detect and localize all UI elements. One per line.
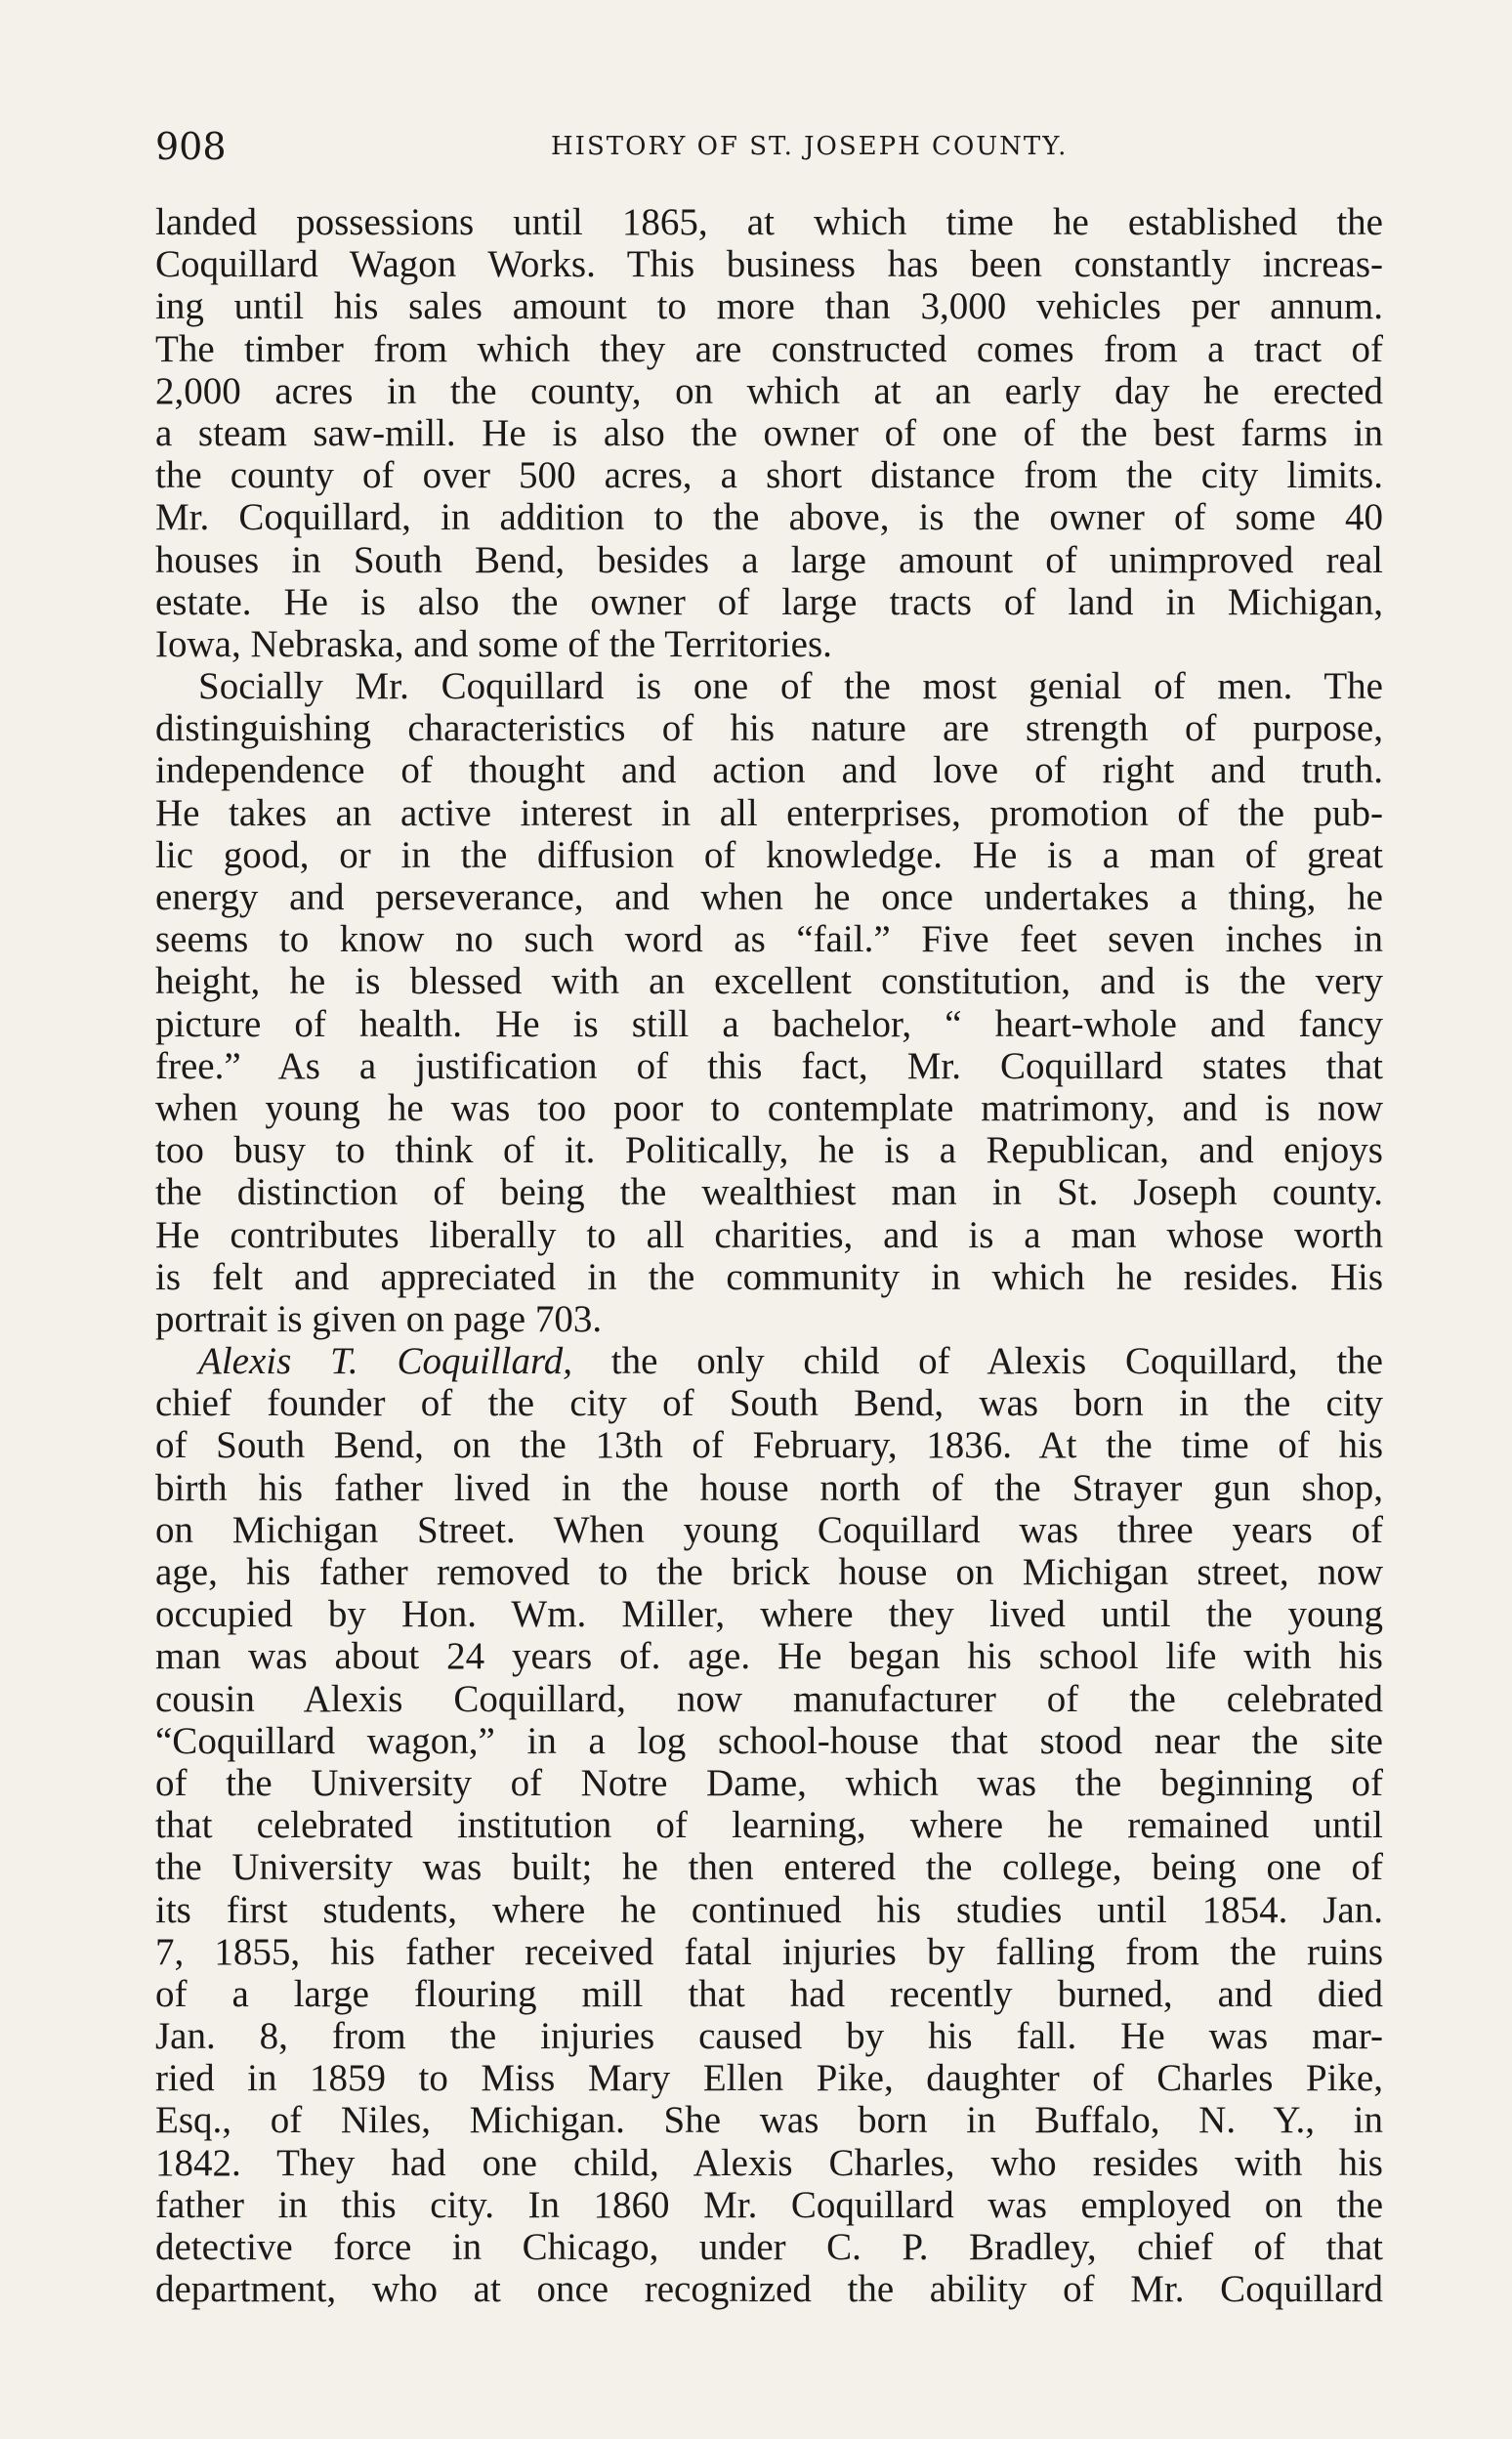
text-line: its first students, where he continued his studies until 1854. Jan. — [155, 1888, 1383, 1931]
biography-subject-name: Alexis T. Coquillard, — [198, 1340, 572, 1383]
text-line: Iowa, Nebraska, and some of the Territories. — [155, 622, 832, 665]
text-line: when young he was too poor to contemplate matrimony, and is now — [155, 1086, 1383, 1129]
running-head: HISTORY OF ST. JOSEPH COUNTY. — [551, 132, 1069, 161]
text-line: “Coquillard wagon,” in a log school-house that stood near the site — [155, 1719, 1383, 1762]
body-text — [155, 201, 1383, 2310]
text-line: the county of over 500 acres, a short distance from the city limits. — [155, 454, 1383, 497]
text-line: man was about 24 years of. age. He began his school life with his — [155, 1635, 1383, 1678]
text-line: He takes an active interest in all enterprises, promotion of the pub- — [155, 791, 1383, 834]
page-header — [155, 117, 1386, 176]
text-line: age, his father removed to the brick house on Michigan street, now — [155, 1551, 1383, 1593]
text-line: Jan. 8, from the injuries caused by his fall. He was mar- — [155, 2015, 1383, 2058]
text-line: 2,000 acres in the county, on which at an early day he erected — [155, 369, 1383, 412]
text-line: is felt and appreciated in the community in which he resides. His — [155, 1255, 1383, 1298]
text-line: houses in South Bend, besides a large amount of unimproved real — [155, 538, 1383, 581]
text-line: height, he is blessed with an excellent constitution, and is the very — [155, 960, 1383, 1003]
text-line: estate. He is also the owner of large tracts of land in Michigan, — [155, 580, 1383, 623]
text-line: occupied by Hon. Wm. Miller, where they lived until the young — [155, 1593, 1383, 1636]
text-line: ried in 1859 to Miss Mary Ellen Pike, daughter of Charles Pike, — [155, 2057, 1383, 2100]
text-line: The timber from which they are constructed comes from a tract of — [155, 327, 1383, 370]
text-line: on Michigan Street. When young Coquillard was three years of — [155, 1508, 1383, 1551]
text-line: detective force in Chicago, under C. P. Bradley, chief of that — [155, 2226, 1383, 2268]
text-line: Coquillard Wagon Works. This business has been constantly increas- — [155, 243, 1383, 286]
text-line: Mr. Coquillard, in addition to the above, is the owner of some 40 — [155, 496, 1383, 539]
text-line: distinguishing characteristics of his nature are strength of purpose, — [155, 707, 1383, 750]
text-line: a steam saw-mill. He is also the owner of one of the best farms in — [155, 411, 1383, 454]
page-number: 908 — [155, 125, 227, 168]
text-line: Esq., of Niles, Michigan. She was born in Buffalo, N. Y., in — [155, 2099, 1383, 2142]
text-line: chief founder of the city of South Bend, was born in the city — [155, 1382, 1383, 1425]
text-line: ing until his sales amount to more than 3,000 vehicles per annum. — [155, 285, 1383, 328]
text-line: that celebrated institution of learning, where he remained until — [155, 1804, 1383, 1847]
text-line: too busy to think of it. Politically, he is a Republican, and enjoys — [155, 1129, 1383, 1172]
text-line: 1842. They had one child, Alexis Charles, who resides with his — [155, 2141, 1383, 2184]
text-line: landed possessions until 1865, at which time he established the — [155, 201, 1383, 243]
text-line — [155, 1340, 1383, 1382]
biography-intro-text: the only child of Alexis Coquillard, the — [571, 1340, 1383, 1383]
text-line: of the University of Notre Dame, which was the beginning of — [155, 1761, 1383, 1804]
text-line: the University was built; he then entered the college, being one of — [155, 1846, 1383, 1889]
text-line: Socially Mr. Coquillard is one of the most genial of men. The — [198, 665, 1383, 708]
text-line: of South Bend, on the 13th of February, 1836. At the time of his — [155, 1424, 1383, 1467]
text-line: cousin Alexis Coquillard, now manufacturer of the celebrated — [155, 1677, 1383, 1720]
text-line: birth his father lived in the house north of the Strayer gun shop, — [155, 1466, 1383, 1509]
text-line: of a large flouring mill that had recently burned, and died — [155, 1972, 1383, 2015]
text-line: department, who at once recognized the ability of Mr. Coquillard — [155, 2268, 1383, 2311]
text-line: He contributes liberally to all charities, and is a man whose worth — [155, 1213, 1383, 1256]
text-line: the distinction of being the wealthiest man in St. Joseph county. — [155, 1171, 1383, 1214]
text-line: seems to know no such word as “fail.” Five feet seven inches in — [155, 918, 1383, 961]
text-line: father in this city. In 1860 Mr. Coquillard was employed on the — [155, 2183, 1383, 2226]
text-line: lic good, or in the diffusion of knowledge. He is a man of great — [155, 833, 1383, 876]
text-line: picture of health. He is still a bachelor, “ heart-whole and fancy — [155, 1002, 1383, 1045]
text-line: free.” As a justification of this fact, Mr. Coquillard states that — [155, 1044, 1383, 1087]
text-line: independence of thought and action and love of right and truth. — [155, 749, 1383, 792]
text-line: portrait is given on page 703. — [155, 1297, 603, 1340]
text-line: energy and perseverance, and when he once undertakes a thing, he — [155, 876, 1383, 918]
text-line: 7, 1855, his father received fatal injuries by falling from the ruins — [155, 1930, 1383, 1973]
